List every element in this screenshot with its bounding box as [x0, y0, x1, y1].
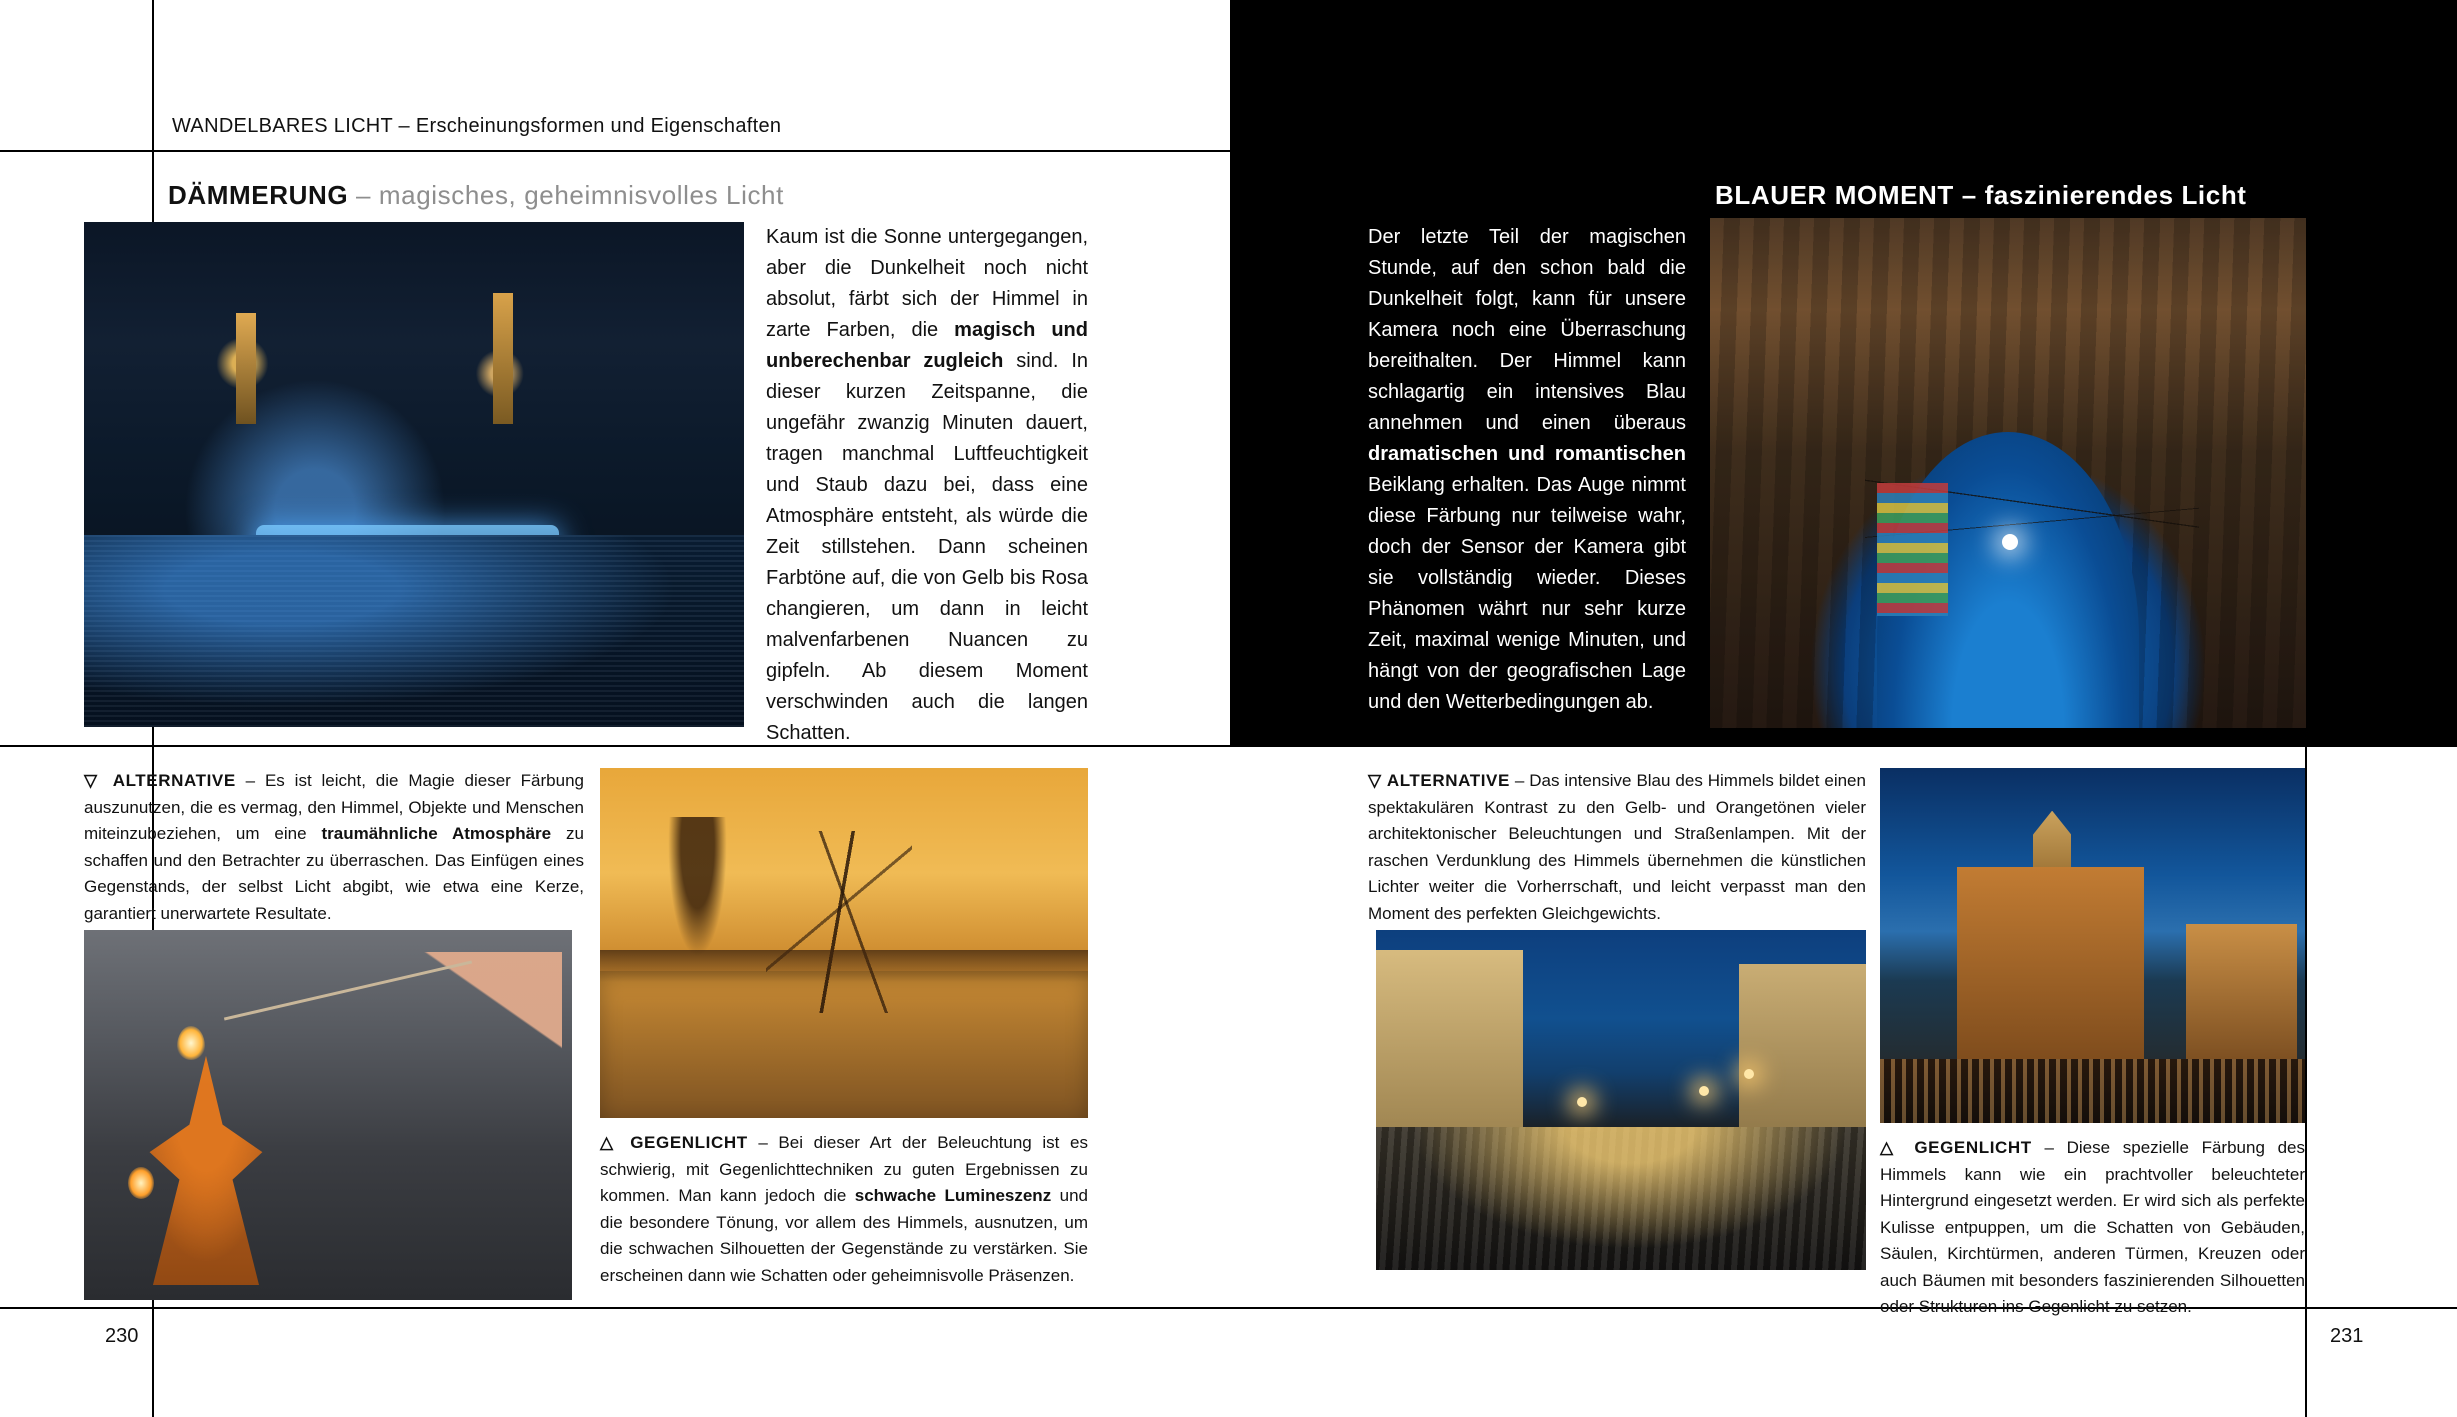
alternative-lead-left: ALTERNATIVE — [112, 771, 236, 790]
page-title-left-sub: – magisches, geheimnisvolles Licht — [356, 180, 784, 210]
alternative-dash-left: – — [245, 771, 256, 790]
page-title-right: BLAUER MOMENT – faszinierendes Licht — [1715, 180, 2247, 210]
gegenlicht-dash-left: – — [758, 1133, 768, 1152]
night-river-town-photo — [84, 222, 744, 727]
folio-right: 231 — [2330, 1325, 2364, 1347]
right-body-bold: dramatischen und romantischen — [1368, 443, 1686, 465]
fire-offering-photo — [84, 930, 572, 1300]
church-blue-hour-photo — [1880, 768, 2305, 1123]
stone-arch-blue-hour-photo — [1710, 218, 2306, 728]
alternative-lead-right: ALTERNATIVE — [1386, 771, 1510, 790]
gegenlicht-marker-right: △ — [1880, 1138, 1902, 1157]
left-body-bold: magisch und unberechenbar zugleich — [766, 319, 1088, 372]
folio-left: 230 — [105, 1325, 139, 1347]
gegenlicht-marker-left: △ — [600, 1133, 620, 1152]
footer-rule-left — [0, 1307, 1230, 1309]
alternative-marker-left: ▽ — [84, 771, 103, 790]
left-body-text: Kaum ist die Sonne untergegangen, aber die Dunkelheit noch nicht absolut, färbt sich der Himmel in zarte Farben, die magisch und unberechenbar zugleich sind. In dieser kurzen Zeitspanne, die ungefähr zwanzig Minuten dauert, tragen manchmal Luftfeuchtigkeit und Staub dazu bei, dass eine Atmosphäre entsteht, als würde die Zeit stillstehen. Dann scheinen Farbtöne auf, die von Gelb bis Rosa changieren, um dann in leicht malvenfarbenen Nuancen zu gipfeln. Ab diesem Moment verschwinden auch die langen Schatten. — [766, 226, 1088, 744]
gegenlicht-text-right: Diese spezielle Färbung des Himmels kann wie ein prachtvoller beleuchteter Hintergrund eingesetzt werden. Er wird sich als perfekte Kulisse entpuppen, um die Schatten von Gebäuden, Säulen, Kirchtürmen, anderen Türmen, Kreuzen oder auch Bäumen mit besonders faszinierenden Silhouetten oder Strukturen ins Gegenlicht zu setzen. — [1880, 1138, 2305, 1316]
right-gegenlicht-caption — [1880, 1135, 2305, 1321]
left-alternative-caption: ▽ ALTERNATIVE – Es ist leicht, die Magie dieser Färbung auszunutzen, die es vermag, den Himmel, Objekte und Menschen miteinzubeziehen, um eine traumähnliche Atmosphäre zu schaffen und den Betrachter zu überraschen. Das Einfügen eines Gegenstands, der selbst Licht abgibt, wie etwa eine Kerze, garantiert unerwartete Resultate. — [84, 771, 584, 923]
golden-wetland-photo — [600, 768, 1088, 1118]
right-alternative-caption — [1368, 768, 1866, 927]
right-body-text: Der letzte Teil der magischen Stunde, auf den schon bald die Dunkelheit folgt, kann für unsere Kamera noch eine Überraschung bereithalten. Der Himmel kann schlagartig ein intensives Blau annehmen und einen überaus dramatischen und romantischen Beiklang erhalten. Das Auge nimmt diese Färbung nur teilweise wahr, doch der Sensor der Kamera gibt sie vollständig wieder. Dieses Phänomen währt nur sehr kurze Zeit, maximal wenige Minuten, und hängt von der geografischen Lage und den Wetterbedingungen ab. — [1368, 226, 1686, 713]
header-rule-left — [0, 150, 1230, 152]
alternative-marker-right: ▽ — [1368, 771, 1382, 790]
alternative-dash-right: – — [1514, 771, 1525, 790]
alternative-text-right: Das intensive Blau des Himmels bildet einen spektakulären Kontrast zu den Gelb- und Orangetönen vieler architektonischer Beleuchtungen und Straßenlampen. Mit der raschen Verdunklung des Himmels übernehmen die künstlichen Lichter weiter die Vorherrschaft, und leicht verpasst man den Moment des perfekten Gleichgewichts. — [1368, 771, 1866, 923]
alternative-bold-left: traumähnliche Atmosphäre — [321, 824, 552, 843]
running-head: WANDELBARES LICHT – Erscheinungsformen und Eigenschaften — [172, 115, 782, 137]
page-title-left — [168, 180, 784, 211]
right-page-black-header-band — [1230, 0, 2457, 152]
gegenlicht-lead-right: GEGENLICHT — [1914, 1138, 2032, 1157]
gegenlicht-lead-left: GEGENLICHT — [630, 1133, 748, 1152]
gegenlicht-dash-right: – — [2044, 1138, 2054, 1157]
gegenlicht-bold-left: schwache Lumineszenz — [854, 1186, 1052, 1205]
page-title-left-main: DÄMMERUNG — [168, 180, 349, 210]
left-gegenlicht-caption: △ GEGENLICHT – Bei dieser Art der Beleuchtung ist es schwierig, mit Gegenlichttechniken zu guten Ergebnissen zu kommen. Man kann jedoch die schwache Lumineszenz und die besondere Tönung, vor allem des Himmels, ausnutzen, um die schwachen Silhouetten der Gegenstände zu verstärken. Sie erscheinen dann wie Schatten oder geheimnisvolle Präsenzen. — [600, 1133, 1088, 1285]
mid-rule-right — [1230, 745, 2457, 747]
blue-hour-street-photo — [1376, 930, 1866, 1270]
